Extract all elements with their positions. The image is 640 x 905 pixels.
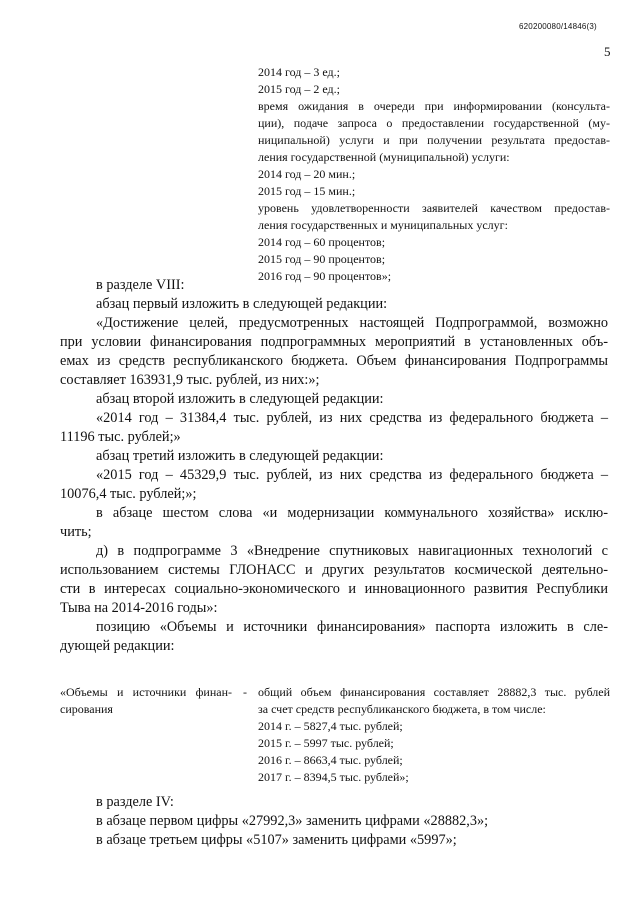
top-line: 2014 год – 3 ед.;	[258, 65, 340, 79]
top-line: 2015 год – 2 ед.;	[258, 82, 340, 96]
replacement-line: в абзаце третьем цифры «5107» заменить цифрами «5997»;	[96, 832, 457, 848]
top-line: время ожидания в очереди при информировании (консульта-	[258, 99, 610, 113]
top-line: 2015 год – 15 мин.;	[258, 184, 356, 198]
table-right-line: 2014 г. – 5827,4 тыс. рублей;	[258, 719, 403, 733]
table-right-cell	[258, 684, 610, 786]
quote-line: «Достижение целей, предусмотренных настоящей Подпрограммой, возможно	[96, 315, 608, 331]
document-id: 620200080/14846(3)	[519, 22, 597, 31]
top-line: 2016 год – 90 процентов»;	[258, 269, 392, 283]
section-iv-heading: в разделе IV:	[96, 794, 174, 810]
quote-line: при условии финансирования подпрограммных мероприятий в установленных объ-	[60, 334, 608, 350]
paragraph-line: чить;	[60, 524, 92, 540]
replacement-line: в абзаце первом цифры «27992,3» заменить цифрами «28882,3»;	[96, 813, 489, 829]
top-indicators-block	[258, 64, 610, 285]
item-d-line: д) в подпрограмме 3 «Внедрение спутниковых навигационных технологий с	[96, 543, 608, 559]
paragraph-line: в абзаце шестом слова «и модернизации коммунального хозяйства» исклю-	[96, 505, 608, 521]
quote-line: составляет 163931,9 тыс. рублей, из них:»;	[60, 372, 320, 388]
top-line: 2014 год – 60 процентов;	[258, 235, 386, 249]
paragraph-intro: абзац третий изложить в следующей редакции:	[96, 448, 384, 464]
table-right-line: 2015 г. – 5997 тыс. рублей;	[258, 736, 394, 750]
table-right-line: 2017 г. – 8394,5 тыс. рублей»;	[258, 770, 409, 784]
table-right-line: за счет средств республиканского бюджета, в том числе:	[258, 702, 546, 716]
quote-line: емах из средств республиканского бюджета. Объем финансирования Подпрограммы	[60, 353, 608, 369]
top-line: ления государственной (муниципальной) услуги:	[258, 150, 510, 164]
quote-line: «2014 год – 31384,4 тыс. рублей, из них средства из федерального бюджета –	[96, 410, 608, 426]
item-d-line: сти в интересах социально-экономического и инновационного развития Республики	[60, 581, 608, 597]
table-right-line: общий объем финансирования составляет 28882,3 тыс. рублей	[258, 685, 610, 699]
quote-line: 10076,4 тыс. рублей;»;	[60, 486, 197, 502]
main-body	[60, 276, 608, 656]
table-dash: -	[243, 685, 247, 699]
top-line: 2015 год – 90 процентов;	[258, 252, 386, 266]
page-number: 5	[604, 44, 611, 59]
top-line: ции), подаче запроса о предоставлении государственной (му-	[258, 116, 610, 130]
top-line: ниципальной) услуги и при получении результата предостав-	[258, 133, 610, 147]
item-d-line: использованием системы ГЛОНАСС и других результатов космической деятельно-	[60, 562, 608, 578]
paragraph-intro: абзац второй изложить в следующей редакции:	[96, 391, 384, 407]
table-right-line: 2016 г. – 8663,4 тыс. рублей;	[258, 753, 403, 767]
table-left-line: сирования	[60, 702, 113, 716]
position-line: дующей редакции:	[60, 638, 175, 654]
section-iv-block	[96, 793, 610, 850]
top-line: ления государственных и муниципальных услуг:	[258, 218, 508, 232]
quote-line: «2015 год – 45329,9 тыс. рублей, из них средства из федерального бюджета –	[96, 467, 608, 483]
table-left-line: «Объемы и источники финан-	[60, 685, 232, 699]
table-left-cell	[60, 684, 232, 718]
quote-line: 11196 тыс. рублей;»	[60, 429, 181, 445]
position-line: позицию «Объемы и источники финансирования» паспорта изложить в сле-	[96, 619, 608, 635]
paragraph-intro: абзац первый изложить в следующей редакции:	[96, 296, 388, 312]
section-viii-heading: в разделе VIII:	[96, 277, 185, 293]
item-d-line: Тыва на 2014-2016 годы»:	[60, 600, 218, 616]
top-line: 2014 год – 20 мин.;	[258, 167, 356, 181]
top-line: уровень удовлетворенности заявителей качеством предостав-	[258, 201, 610, 215]
